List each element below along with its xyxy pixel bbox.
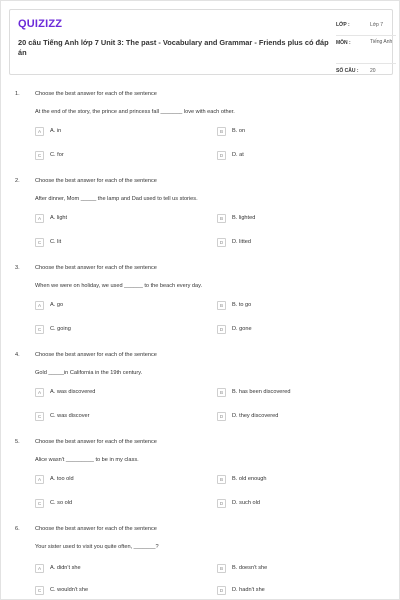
meta-row-subject <box>336 36 396 64</box>
class-value: Lớp 7 <box>370 22 384 28</box>
question-number: 5. <box>15 439 20 445</box>
class-label: LỚP : <box>336 22 350 28</box>
option-letter-badge: C <box>35 499 44 508</box>
question-sentence: When we were on holiday, we used ______ to the beach every day. <box>35 283 203 289</box>
option-letter-badge: B <box>217 388 226 397</box>
question-prompt: Choose the best answer for each of the sentence <box>35 265 157 271</box>
worksheet-header <box>9 9 393 75</box>
option-text: D. gone <box>232 326 252 332</box>
option-letter-badge: D <box>217 412 226 421</box>
option-letter-badge: D <box>217 499 226 508</box>
question-number: 6. <box>15 526 20 532</box>
option-text: B. to go <box>232 302 252 308</box>
option-text: B. doesn't she <box>232 565 268 571</box>
option-text: A. in <box>50 128 62 134</box>
question-prompt: Choose the best answer for each of the sentence <box>35 439 157 445</box>
quizizz-logo: QUIZIZZ <box>18 18 63 30</box>
worksheet-title: 20 câu Tiếng Anh lớp 7 Unit 3: The past - Vocabulary and Grammar - Friends plus có đáp án <box>18 38 329 57</box>
question-prompt: Choose the best answer for each of the sentence <box>35 178 157 184</box>
option-text: C. lit <box>50 239 62 245</box>
question-number: 1. <box>15 91 20 97</box>
subject-value: Tiếng Anh <box>370 39 393 45</box>
option-text: C. going <box>50 326 71 332</box>
option-text: B. old enough <box>232 476 267 482</box>
option-text: D. they discovered <box>232 413 279 419</box>
option-text: A. was discovered <box>50 389 96 395</box>
subject-label: MÔN : <box>336 40 351 46</box>
option-letter-badge: A <box>35 127 44 136</box>
question-prompt: Choose the best answer for each of the sentence <box>35 91 157 97</box>
question-prompt: Choose the best answer for each of the sentence <box>35 526 157 532</box>
option-text: A. light <box>50 215 68 221</box>
question-number: 4. <box>15 352 20 358</box>
option-letter-badge: C <box>35 325 44 334</box>
meta-row-class <box>336 18 396 36</box>
question-sentence: At the end of the story, the prince and princess fall _______ love with each other. <box>35 109 235 115</box>
option-text: D. litted <box>232 239 251 245</box>
count-value: 20 <box>370 68 376 74</box>
option-text: C. wouldn't she <box>50 587 89 593</box>
option-letter-badge: A <box>35 301 44 310</box>
question-number: 3. <box>15 265 20 271</box>
option-text: C. for <box>50 152 64 158</box>
option-letter-badge: A <box>35 564 44 573</box>
question-number: 2. <box>15 178 20 184</box>
count-label: SỐ CÂU : <box>336 68 359 74</box>
option-text: D. such old <box>232 500 260 506</box>
question-sentence: After dinner, Mom _____ the lamp and Dad used to tell us stories. <box>35 196 198 202</box>
option-text: B. on <box>232 128 246 134</box>
option-letter-badge: B <box>217 301 226 310</box>
question-sentence: Your sister used to visit you quite often, _______? <box>35 544 159 550</box>
option-text: C. so old <box>50 500 73 506</box>
option-text: A. didn't she <box>50 565 81 571</box>
option-text: A. too old <box>50 476 74 482</box>
option-letter-badge: D <box>217 151 226 160</box>
option-text: A. go <box>50 302 64 308</box>
option-letter-badge: A <box>35 214 44 223</box>
question-prompt: Choose the best answer for each of the sentence <box>35 352 157 358</box>
option-letter-badge: D <box>217 325 226 334</box>
question-sentence: Alice wasn't _________ to be in my class. <box>35 457 139 463</box>
option-letter-badge: C <box>35 412 44 421</box>
option-letter-badge: B <box>217 564 226 573</box>
option-letter-badge: C <box>35 238 44 247</box>
option-text: D. at <box>232 152 244 158</box>
question-sentence: Gold _____in California in the 19th century. <box>35 370 143 376</box>
option-letter-badge: C <box>35 586 44 595</box>
meta-row-count <box>336 64 396 82</box>
meta-panel <box>336 18 396 82</box>
option-letter-badge: D <box>217 238 226 247</box>
option-letter-badge: B <box>217 127 226 136</box>
option-letter-badge: A <box>35 475 44 484</box>
option-letter-badge: A <box>35 388 44 397</box>
option-text: B. lighted <box>232 215 256 221</box>
option-text: D. hadn't she <box>232 587 265 593</box>
option-letter-badge: C <box>35 151 44 160</box>
option-text: B. has been discovered <box>232 389 291 395</box>
option-text: C. was discover <box>50 413 90 419</box>
option-letter-badge: B <box>217 214 226 223</box>
option-letter-badge: B <box>217 475 226 484</box>
option-letter-badge: D <box>217 586 226 595</box>
